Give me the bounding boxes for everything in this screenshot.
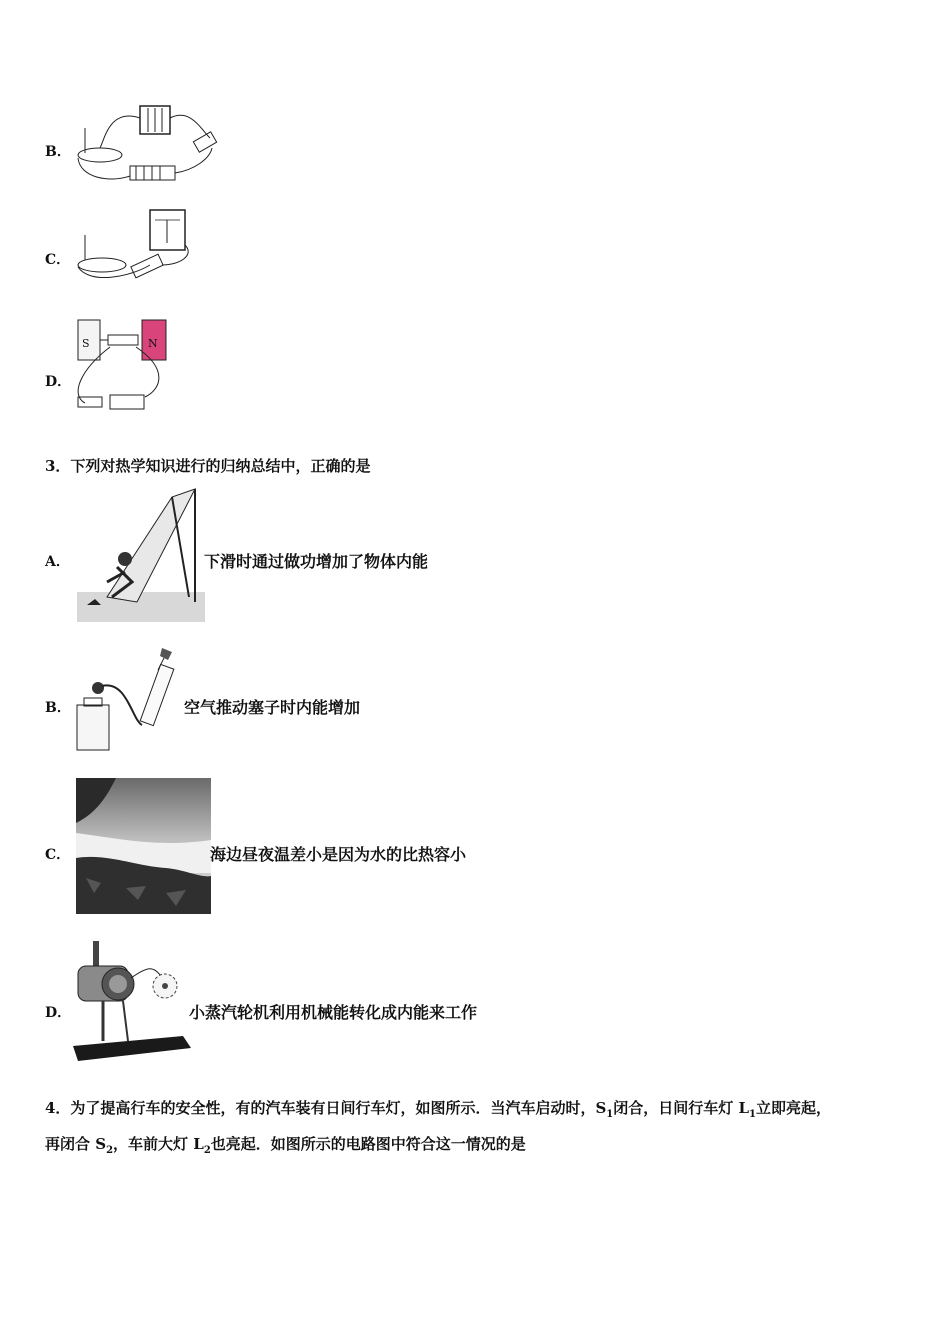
q2-option-d-figure [70, 315, 180, 415]
q4-line2-a: 再闭合 S [45, 1135, 107, 1153]
q3-option-d-steam-turbine-figure [73, 936, 191, 1066]
q3-option-c-seaside-photo [76, 778, 211, 914]
q4-stem-line2 [45, 1133, 526, 1156]
q4-line1-sub1: 1 [606, 1109, 614, 1120]
q3-option-b-text: 空气推动塞子时内能增加 [184, 698, 361, 717]
q3-option-d-text: 小蒸汽轮机利用机械能转化成内能来工作 [189, 1003, 478, 1022]
q4-line1-a: 4．为了提高行车的安全性，有的汽车装有日间行车灯，如图所示．当汽车启动时，S [45, 1099, 607, 1117]
q3-option-a-label: A． [45, 554, 70, 570]
q3-option-b-label: B． [45, 700, 71, 716]
q2-option-b-figure [70, 98, 220, 190]
q3-option-c-label: C． [45, 847, 71, 863]
q3-option-c-text: 海边昼夜温差小是因为水的比热容小 [210, 845, 467, 864]
magnet-s-label: S [82, 337, 90, 350]
magnet-n-label: N [148, 337, 158, 350]
q2-option-c-label: C． [45, 252, 71, 268]
q3-option-d-label: D． [45, 1005, 72, 1021]
q3-option-a-slide-figure [77, 487, 205, 622]
q4-line1-c: 立即亮起， [756, 1099, 832, 1117]
q4-line2-c: 也亮起．如图所示的电路图中符合这一情况的是 [210, 1135, 526, 1153]
q4-line2-sub2: 2 [203, 1145, 211, 1156]
q3-option-b-pump-figure [72, 640, 187, 755]
q2-option-b-label: B． [45, 144, 71, 160]
q4-line2-b: ，车前大灯 L [113, 1135, 204, 1153]
q4-line2-sub1: 2 [106, 1145, 114, 1156]
q3-option-a-text: 下滑时通过做功增加了物体内能 [204, 552, 429, 571]
q4-line1-b: 闭合，日间行车灯 L [613, 1099, 750, 1117]
q4-line1-sub2: 1 [749, 1109, 756, 1120]
q4-stem-line1 [45, 1097, 831, 1120]
q2-option-d-label: D． [45, 374, 72, 390]
q2-option-c-figure [70, 205, 200, 285]
q3-stem: 3．下列对热学知识进行的归纳总结中，正确的是 [45, 457, 371, 475]
